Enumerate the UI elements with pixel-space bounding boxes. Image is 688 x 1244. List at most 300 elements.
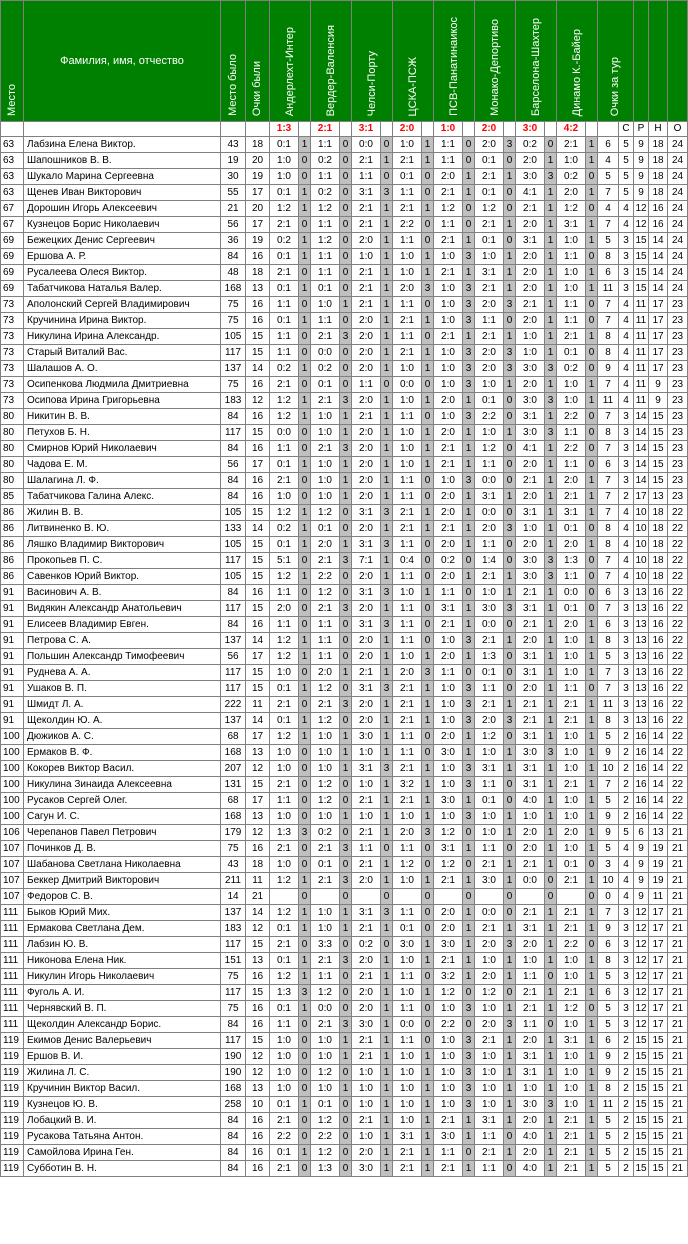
place-cell: 100 (1, 809, 24, 825)
forecast-points-cell: 1 (545, 841, 557, 857)
c-cell: 3 (619, 985, 634, 1001)
forecast-cell: 2:0 (352, 489, 381, 505)
forecast-points-cell: 0 (586, 297, 598, 313)
forecast-points-cell: 1 (381, 393, 393, 409)
forecast-points-cell: 1 (504, 873, 516, 889)
forecast-cell: 1:1 (393, 841, 422, 857)
table-row (1, 809, 688, 825)
forecast-cell: 1:2 (311, 201, 340, 217)
r-cell: 16 (634, 729, 649, 745)
place-cell: 86 (1, 537, 24, 553)
o-cell: 21 (668, 1129, 688, 1145)
place-cell: 119 (1, 1113, 24, 1129)
name-cell: Табатчикова Наталья Валер. (24, 281, 221, 297)
forecast-cell: 2:0 (434, 505, 463, 521)
r-cell: 13 (634, 713, 649, 729)
forecast-cell: 2:2 (311, 569, 340, 585)
forecast-points-cell: 1 (586, 777, 598, 793)
place-cell: 119 (1, 1065, 24, 1081)
place-was-cell: 75 (221, 377, 246, 393)
forecast-points-cell: 1 (545, 905, 557, 921)
forecast-points-cell: 1 (422, 809, 434, 825)
forecast-points-cell: 0 (586, 313, 598, 329)
forecast-points-cell: 1 (545, 729, 557, 745)
table-row (1, 425, 688, 441)
forecast-points-cell: 0 (463, 1017, 475, 1033)
forecast-cell: 0:1 (270, 137, 299, 153)
place-was-cell: 117 (221, 553, 246, 569)
forecast-cell: 4:1 (516, 185, 545, 201)
table-row (1, 633, 688, 649)
place-was-cell: 84 (221, 617, 246, 633)
forecast-cell: 1:1 (434, 137, 463, 153)
tour-points-cell: 8 (598, 713, 619, 729)
forecast-points-cell: 1 (463, 265, 475, 281)
results-row (1, 122, 688, 137)
forecast-points-cell: 1 (299, 873, 311, 889)
forecast-cell: 1:0 (352, 809, 381, 825)
table-row (1, 153, 688, 169)
forecast-cell: 2:1 (434, 441, 463, 457)
o-cell: 22 (668, 729, 688, 745)
forecast-points-cell: 1 (299, 1097, 311, 1113)
tour-points-cell: 5 (598, 1113, 619, 1129)
forecast-points-cell: 1 (381, 409, 393, 425)
forecast-points-cell: 0 (504, 1129, 516, 1145)
forecast-points-cell: 0 (586, 345, 598, 361)
forecast-cell: 1:0 (516, 329, 545, 345)
forecast-points-cell: 0 (422, 329, 434, 345)
forecast-cell: 0:1 (270, 249, 299, 265)
tour-points-cell: 8 (598, 953, 619, 969)
name-cell: Никитин В. В. (24, 409, 221, 425)
r-cell: 16 (634, 777, 649, 793)
forecast-cell: 1:0 (475, 1081, 504, 1097)
forecast-points-cell: 1 (381, 1081, 393, 1097)
place-cell: 119 (1, 1097, 24, 1113)
forecast-points-cell: 0 (299, 809, 311, 825)
forecast-cell: 1:1 (475, 313, 504, 329)
n-cell: 17 (649, 329, 668, 345)
n-cell: 16 (649, 681, 668, 697)
n-cell: 17 (649, 921, 668, 937)
forecast-cell: 2:1 (270, 217, 299, 233)
forecast-points-cell: 1 (586, 697, 598, 713)
forecast-points-cell: 0 (381, 841, 393, 857)
place-was-cell: 179 (221, 825, 246, 841)
forecast-cell: 3:1 (516, 665, 545, 681)
place-was-cell: 36 (221, 233, 246, 249)
forecast-points-cell: 0 (299, 265, 311, 281)
place-was-cell: 137 (221, 713, 246, 729)
forecast-points-cell: 0 (340, 361, 352, 377)
forecast-cell: 1:0 (352, 1081, 381, 1097)
forecast-points-cell: 1 (545, 505, 557, 521)
forecast-points-cell: 0 (586, 553, 598, 569)
forecast-cell: 2:1 (311, 601, 340, 617)
forecast-cell: 2:1 (557, 1161, 586, 1177)
forecast-cell: 3:1 (516, 921, 545, 937)
c-cell: 5 (619, 137, 634, 153)
o-cell: 22 (668, 649, 688, 665)
forecast-points-cell: 3 (504, 521, 516, 537)
forecast-points-cell: 3 (545, 1097, 557, 1113)
forecast-cell: 2:1 (270, 937, 299, 953)
forecast-cell: 1:1 (393, 905, 422, 921)
forecast-cell: 2:1 (311, 873, 340, 889)
name-cell: Петухов Б. Н. (24, 425, 221, 441)
forecast-cell: 3:1 (516, 649, 545, 665)
place-cell: 86 (1, 505, 24, 521)
place-cell: 100 (1, 777, 24, 793)
result-4: 2:0 (393, 122, 422, 137)
forecast-cell: 2:1 (270, 1113, 299, 1129)
forecast-cell: 1:0 (434, 345, 463, 361)
forecast-cell: 1:1 (393, 745, 422, 761)
c-cell: 2 (619, 1049, 634, 1065)
forecast-cell: 2:0 (434, 393, 463, 409)
forecast-cell: 0:0 (557, 585, 586, 601)
table-row (1, 745, 688, 761)
c-cell: 3 (619, 457, 634, 473)
tour-points-cell: 6 (598, 265, 619, 281)
o-cell: 22 (668, 505, 688, 521)
forecast-cell: 3:1 (475, 489, 504, 505)
forecast-cell: 0:1 (270, 313, 299, 329)
forecast-cell: 1:0 (475, 425, 504, 441)
forecast-points-cell: 0 (299, 425, 311, 441)
forecast-points-cell: 0 (299, 345, 311, 361)
forecast-cell: 2:1 (434, 873, 463, 889)
header-match-1: Андерлехт-Интер (270, 1, 311, 122)
forecast-cell: 3:0 (434, 793, 463, 809)
forecast-cell: 2:1 (393, 1161, 422, 1177)
forecast-cell: 1:0 (475, 953, 504, 969)
table-row (1, 1065, 688, 1081)
n-cell: 16 (649, 697, 668, 713)
forecast-points-cell: 1 (545, 633, 557, 649)
o-cell: 23 (668, 297, 688, 313)
forecast-points-cell: 3 (463, 345, 475, 361)
n-cell: 14 (649, 265, 668, 281)
forecast-cell: 3:1 (516, 761, 545, 777)
n-cell: 18 (649, 505, 668, 521)
place-cell: 111 (1, 953, 24, 969)
forecast-cell: 2:1 (475, 633, 504, 649)
o-cell: 21 (668, 1081, 688, 1097)
n-cell: 18 (649, 137, 668, 153)
n-cell: 18 (649, 521, 668, 537)
forecast-points-cell: 0 (463, 217, 475, 233)
tour-points-cell: 9 (598, 809, 619, 825)
place-was-cell: 168 (221, 745, 246, 761)
forecast-points-cell: 0 (299, 441, 311, 457)
forecast-cell: 1:0 (475, 1049, 504, 1065)
name-cell: Кокорев Виктор Васил. (24, 761, 221, 777)
forecast-points-cell: 0 (586, 169, 598, 185)
forecast-cell: 2:0 (516, 249, 545, 265)
forecast-points-cell: 1 (545, 681, 557, 697)
forecast-cell: 1:1 (311, 649, 340, 665)
forecast-points-cell: 0 (586, 361, 598, 377)
forecast-points-cell: 1 (422, 681, 434, 697)
forecast-cell: 1:2 (270, 201, 299, 217)
forecast-cell: 0:1 (311, 1097, 340, 1113)
forecast-cell: 2:1 (516, 857, 545, 873)
c-cell: 3 (619, 409, 634, 425)
forecast-points-cell: 0 (422, 601, 434, 617)
forecast-cell: 0:1 (393, 169, 422, 185)
c-cell: 4 (619, 217, 634, 233)
forecast-points-cell: 1 (381, 153, 393, 169)
forecast-points-cell: 3 (422, 665, 434, 681)
forecast-points-cell: 1 (504, 425, 516, 441)
forecast-points-cell: 0 (586, 601, 598, 617)
n-cell: 17 (649, 345, 668, 361)
forecast-cell: 2:0 (475, 1017, 504, 1033)
forecast-points-cell: 1 (586, 953, 598, 969)
forecast-points-cell: 0 (299, 297, 311, 313)
forecast-cell: 1:0 (557, 665, 586, 681)
table-row (1, 697, 688, 713)
forecast-cell: 1:3 (270, 825, 299, 841)
forecast-points-cell: 1 (545, 601, 557, 617)
forecast-points-cell: 3 (545, 361, 557, 377)
forecast-points-cell: 0 (504, 505, 516, 521)
tour-points-cell: 7 (598, 217, 619, 233)
forecast-cell: 2:1 (352, 1033, 381, 1049)
forecast-cell: 1:0 (311, 745, 340, 761)
forecast-points-cell: 3 (463, 1081, 475, 1097)
forecast-cell: 2:1 (434, 265, 463, 281)
forecast-points-cell: 0 (299, 1049, 311, 1065)
forecast-cell: 2:1 (516, 201, 545, 217)
forecast-points-cell: 1 (586, 329, 598, 345)
r-cell: 13 (634, 697, 649, 713)
forecast-points-cell: 1 (340, 409, 352, 425)
forecast-points-cell: 0 (504, 665, 516, 681)
forecast-cell: 1:2 (311, 233, 340, 249)
forecast-cell: 2:1 (475, 921, 504, 937)
results-blank (463, 122, 475, 137)
points-were-cell: 16 (246, 489, 270, 505)
forecast-cell: 2:1 (475, 1145, 504, 1161)
forecast-cell: 1:0 (311, 489, 340, 505)
o-cell: 21 (668, 1097, 688, 1113)
forecast-cell: 2:0 (311, 665, 340, 681)
place-was-cell: 68 (221, 729, 246, 745)
forecast-cell: 3:0 (516, 553, 545, 569)
forecast-cell: 1:1 (393, 729, 422, 745)
forecast-points-cell: 0 (422, 969, 434, 985)
header-c: С (619, 122, 634, 137)
forecast-points-cell: 3 (504, 937, 516, 953)
place-cell: 111 (1, 905, 24, 921)
forecast-points-cell: 1 (504, 697, 516, 713)
forecast-points-cell: 1 (545, 649, 557, 665)
forecast-points-cell: 1 (545, 489, 557, 505)
name-cell: Жилин В. В. (24, 505, 221, 521)
place-was-cell: 117 (221, 601, 246, 617)
o-cell: 23 (668, 329, 688, 345)
forecast-points-cell: 1 (586, 665, 598, 681)
o-cell: 23 (668, 489, 688, 505)
forecast-points-cell: 0 (299, 153, 311, 169)
points-were-cell: 13 (246, 953, 270, 969)
o-cell: 21 (668, 1145, 688, 1161)
forecast-cell: 1:1 (270, 329, 299, 345)
place-cell: 67 (1, 217, 24, 233)
place-cell: 80 (1, 409, 24, 425)
name-cell: Русалеева Олеся Виктор. (24, 265, 221, 281)
o-cell: 24 (668, 265, 688, 281)
header-place-was: Место было (221, 1, 246, 122)
forecast-cell: 1:4 (475, 553, 504, 569)
n-cell: 11 (649, 889, 668, 905)
o-cell: 24 (668, 249, 688, 265)
forecast-cell: 2:0 (352, 569, 381, 585)
forecast-points-cell: 0 (422, 905, 434, 921)
forecast-cell: 1:1 (393, 489, 422, 505)
c-cell: 3 (619, 633, 634, 649)
forecast-cell: 2:0 (475, 937, 504, 953)
tour-points-cell: 5 (598, 649, 619, 665)
forecast-points-cell: 1 (422, 937, 434, 953)
r-cell: 10 (634, 537, 649, 553)
forecast-points-cell: 0 (463, 137, 475, 153)
o-cell: 22 (668, 617, 688, 633)
name-cell: Беккер Дмитрий Викторович (24, 873, 221, 889)
forecast-cell: 1:0 (270, 665, 299, 681)
forecast-cell: 1:0 (557, 953, 586, 969)
n-cell: 18 (649, 569, 668, 585)
r-cell: 13 (634, 585, 649, 601)
n-cell: 13 (649, 825, 668, 841)
forecast-points-cell: 1 (381, 473, 393, 489)
o-cell: 23 (668, 345, 688, 361)
forecast-cell: 1:0 (475, 809, 504, 825)
name-cell: Черепанов Павел Петрович (24, 825, 221, 841)
forecast-cell: 1:1 (393, 633, 422, 649)
forecast-cell: 1:0 (352, 1129, 381, 1145)
forecast-points-cell: 1 (586, 921, 598, 937)
c-cell: 3 (619, 681, 634, 697)
tour-points-cell: 11 (598, 697, 619, 713)
tour-points-cell: 8 (598, 425, 619, 441)
o-cell: 23 (668, 409, 688, 425)
forecast-points-cell: 1 (422, 441, 434, 457)
tour-points-cell: 7 (598, 473, 619, 489)
forecast-points-cell: 0 (463, 201, 475, 217)
name-cell: Никулина Зинаида Алексеевна (24, 777, 221, 793)
header-name: Фамилия, имя, отчество (24, 1, 221, 122)
forecast-points-cell: 0 (586, 425, 598, 441)
table-row (1, 361, 688, 377)
forecast-points-cell: 3 (463, 281, 475, 297)
forecast-points-cell: 1 (586, 1113, 598, 1129)
forecast-points-cell: 3 (340, 329, 352, 345)
tour-points-cell: 7 (598, 441, 619, 457)
forecast-cell: 0:2 (352, 937, 381, 953)
forecast-cell (270, 889, 299, 905)
place-was-cell: 168 (221, 1081, 246, 1097)
tour-points-cell: 7 (598, 553, 619, 569)
table-row (1, 1097, 688, 1113)
points-were-cell: 20 (246, 153, 270, 169)
r-cell: 11 (634, 345, 649, 361)
points-were-cell: 12 (246, 1065, 270, 1081)
forecast-cell: 1:0 (557, 1065, 586, 1081)
forecast-points-cell: 0 (422, 569, 434, 585)
n-cell: 15 (649, 473, 668, 489)
name-cell: Ершова А. Р. (24, 249, 221, 265)
forecast-points-cell: 1 (340, 1033, 352, 1049)
forecast-cell: 1:0 (557, 793, 586, 809)
forecast-cell: 1:2 (270, 649, 299, 665)
forecast-points-cell: 3 (504, 713, 516, 729)
o-cell: 21 (668, 1065, 688, 1081)
r-cell: 14 (634, 425, 649, 441)
forecast-cell: 2:1 (557, 489, 586, 505)
forecast-points-cell: 1 (463, 937, 475, 953)
forecast-points-cell: 1 (340, 729, 352, 745)
c-cell: 3 (619, 665, 634, 681)
forecast-cell: 2:1 (557, 137, 586, 153)
forecast-cell: 1:1 (311, 633, 340, 649)
forecast-cell: 1:0 (434, 1033, 463, 1049)
table-row (1, 1033, 688, 1049)
r-cell: 14 (634, 409, 649, 425)
forecast-cell: 2:1 (516, 297, 545, 313)
forecast-points-cell: 0 (504, 649, 516, 665)
forecast-cell: 1:0 (270, 169, 299, 185)
forecast-points-cell: 0 (299, 761, 311, 777)
forecast-points-cell: 1 (586, 1097, 598, 1113)
forecast-points-cell: 1 (504, 249, 516, 265)
forecast-points-cell: 1 (586, 713, 598, 729)
place-was-cell: 84 (221, 1145, 246, 1161)
forecast-points-cell: 0 (504, 537, 516, 553)
forecast-points-cell: 3 (463, 361, 475, 377)
tour-points-cell: 6 (598, 617, 619, 633)
place-was-cell: 105 (221, 569, 246, 585)
n-cell: 9 (649, 377, 668, 393)
forecast-cell: 0:1 (270, 713, 299, 729)
forecast-cell: 2:0 (516, 265, 545, 281)
forecast-cell: 1:1 (311, 313, 340, 329)
points-were-cell: 15 (246, 1033, 270, 1049)
points-were-cell: 15 (246, 345, 270, 361)
c-cell: 2 (619, 1097, 634, 1113)
o-cell: 22 (668, 665, 688, 681)
forecast-cell: 1:0 (393, 1049, 422, 1065)
tour-points-cell: 8 (598, 633, 619, 649)
o-cell: 22 (668, 777, 688, 793)
forecast-cell: 0:1 (270, 921, 299, 937)
place-cell: 80 (1, 457, 24, 473)
name-cell: Субботин В. Н. (24, 1161, 221, 1177)
name-cell: Польшин Александр Тимофеевич (24, 649, 221, 665)
tour-points-cell: 5 (598, 793, 619, 809)
place-cell: 69 (1, 281, 24, 297)
r-cell: 15 (634, 1129, 649, 1145)
forecast-cell: 3:1 (352, 505, 381, 521)
n-cell: 16 (649, 201, 668, 217)
forecast-points-cell: 3 (381, 537, 393, 553)
c-cell: 2 (619, 1129, 634, 1145)
name-cell: Ляшко Владимир Викторович (24, 537, 221, 553)
forecast-cell: 1:2 (393, 857, 422, 873)
